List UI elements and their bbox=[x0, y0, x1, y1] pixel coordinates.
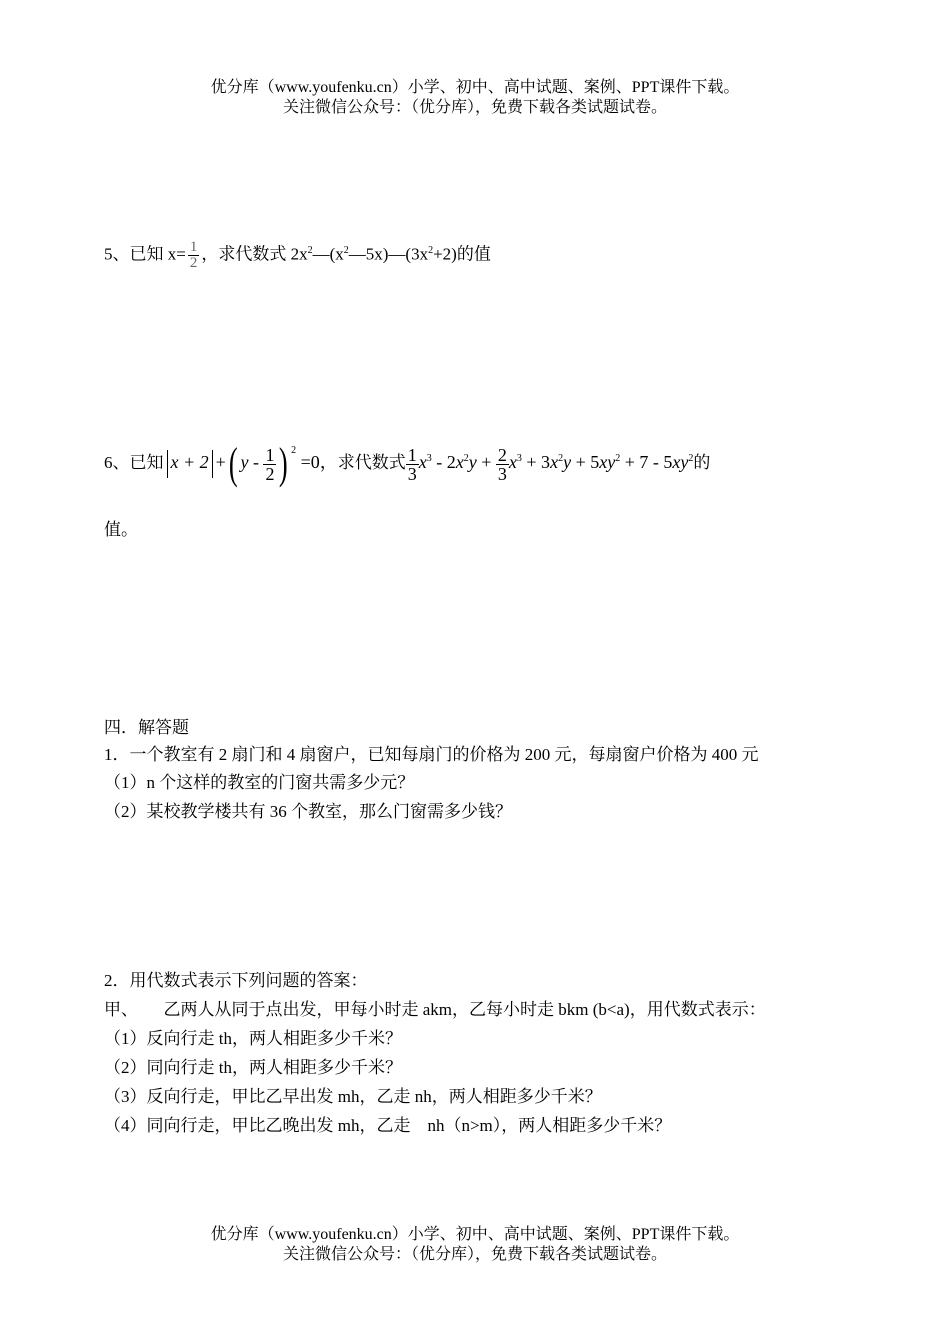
q6-f2-den: 3 bbox=[497, 463, 507, 484]
p2-sub1: （1）反向行走 th，两人相距多少千米？ bbox=[104, 1029, 402, 1048]
abs-bar-right bbox=[212, 450, 213, 478]
q5-exp3: 2 bbox=[428, 244, 434, 256]
q6-t5: xy bbox=[599, 452, 616, 473]
q5-frac-num: 1 bbox=[189, 239, 198, 255]
footer-line-1: 优分库（www.youfenku.cn）小学、初中、高中试题、案例、PPT课件下载。 bbox=[210, 1226, 740, 1243]
header-line-1: 优分库（www.youfenku.cn）小学、初中、高中试题、案例、PPT课件下载。 bbox=[210, 79, 740, 96]
p2-sub4: （4）同向行走，甲比乙晚出发 mh，乙走 nh（n>m），两人相距多少千米？ bbox=[104, 1116, 672, 1135]
q6-t6: xy bbox=[672, 452, 689, 473]
q5-part3: —5x)—(3x bbox=[348, 244, 429, 264]
q6-t4-exp: 2 bbox=[558, 453, 564, 465]
q6-frac-1 bbox=[406, 446, 419, 483]
q6-plus: + bbox=[215, 452, 226, 473]
p2-line: 甲、 乙两人从同于点出发，甲每小时走 akm，乙每小时走 bkm (b<a)，用代数式表示： bbox=[104, 1000, 766, 1019]
q6-t3-exp: 3 bbox=[516, 453, 522, 465]
q6-t4b: y bbox=[563, 452, 572, 473]
q6-suffix: 的 bbox=[693, 453, 711, 473]
footer-line-2: 关注微信公众号：（优分库），免费下载各类试题试卷。 bbox=[282, 1246, 667, 1263]
q5-frac-den: 2 bbox=[189, 255, 198, 271]
p1-sub2: （2）某校教学楼共有 36 个教室，那么门窗需多少钱？ bbox=[104, 802, 512, 821]
q5-fraction bbox=[188, 240, 200, 271]
q6-t6-exp: 2 bbox=[688, 453, 694, 465]
q5-prefix: 5、已知 x= bbox=[104, 244, 186, 264]
p2-sub3: （3）反向行走，甲比乙早出发 mh，乙走 nh，两人相距多少千米？ bbox=[104, 1087, 602, 1106]
q5-part4: +2)的值 bbox=[433, 244, 491, 264]
q6-abs-expr: x + 2 bbox=[170, 452, 209, 473]
p2-sub2: （2）同向行走 th，两人相距多少千米？ bbox=[104, 1058, 402, 1077]
p1-sub1: （1）n 个这样的教室的门窗共需多少元？ bbox=[104, 773, 415, 792]
q6-f2-num: 2 bbox=[497, 444, 507, 465]
q6-ask: 求代数式 bbox=[337, 453, 406, 473]
q6-op4: + 5 bbox=[575, 452, 600, 473]
q5-middle: ，求代数式 2x bbox=[201, 244, 308, 264]
q6-square: 2 bbox=[291, 445, 297, 457]
header-line-2: 关注微信公众号：（优分库），免费下载各类试题试卷。 bbox=[282, 99, 667, 116]
q5-exp1: 2 bbox=[307, 244, 313, 256]
q6-half-den: 2 bbox=[265, 463, 275, 484]
q6-t5-exp: 2 bbox=[615, 453, 621, 465]
q6-op1: - 2 bbox=[436, 452, 456, 473]
q6-f1-den: 3 bbox=[407, 463, 417, 484]
q5-exp2: 2 bbox=[343, 244, 349, 256]
q6-condition bbox=[164, 439, 338, 488]
question-5 bbox=[104, 240, 491, 271]
q6-frac-2 bbox=[496, 446, 509, 483]
q6-t1-exp: 3 bbox=[426, 453, 432, 465]
q6-half-fraction bbox=[263, 446, 276, 483]
section-4-title: 四．解答题 bbox=[104, 718, 189, 737]
paren-left: ( bbox=[228, 439, 238, 488]
q6-continuation: 值。 bbox=[104, 520, 138, 539]
q6-op2: + bbox=[481, 452, 492, 473]
paren-right: ) bbox=[279, 439, 289, 488]
question-6 bbox=[104, 439, 711, 488]
q6-t2b: y bbox=[468, 452, 477, 473]
q5-part2: —(x bbox=[312, 244, 344, 264]
q6-t3: x bbox=[508, 452, 517, 473]
q6-half-num: 1 bbox=[265, 444, 275, 465]
q6-expression bbox=[406, 444, 694, 484]
q6-prefix: 6、已知 bbox=[104, 453, 164, 473]
q6-eq-zero: =0， bbox=[300, 452, 338, 473]
abs-bar-left bbox=[167, 450, 168, 478]
q6-t2: x bbox=[455, 452, 464, 473]
q6-t1: x bbox=[418, 452, 427, 473]
p1-stem: 1．一个教室有 2 扇门和 4 扇窗户，已知每扇门的价格为 200 元，每扇窗户价格为 400 元 bbox=[104, 745, 759, 764]
q6-y-minus: y - bbox=[240, 452, 259, 473]
p2-stem: 2．用代数式表示下列问题的答案： bbox=[104, 971, 368, 990]
q6-op5: + 7 - 5 bbox=[624, 452, 673, 473]
q6-f1-num: 1 bbox=[407, 444, 417, 465]
q6-t4: x bbox=[550, 452, 559, 473]
q6-op3: + 3 bbox=[526, 452, 551, 473]
q6-t2-exp: 2 bbox=[463, 453, 469, 465]
